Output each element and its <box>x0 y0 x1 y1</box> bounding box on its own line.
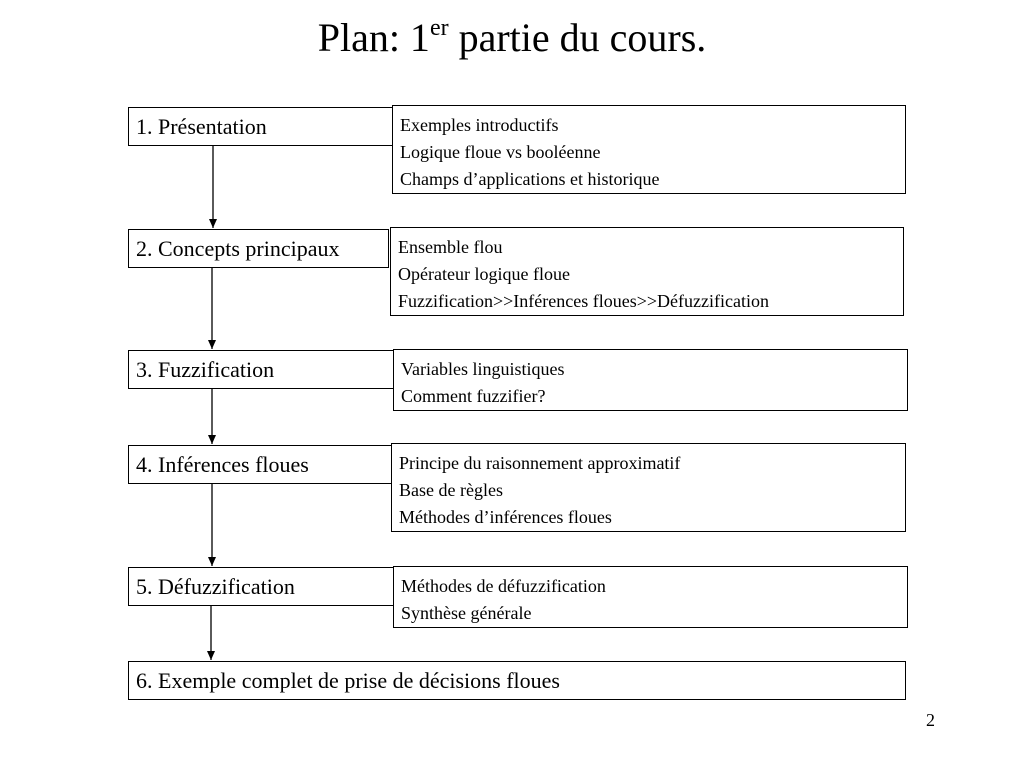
step-box-inferences-floues <box>128 445 394 484</box>
step-box-presentation <box>128 107 395 146</box>
detail-box-presentation <box>392 105 906 194</box>
detail-item: Opérateur logique floue <box>398 264 570 284</box>
title-prefix: Plan: 1 <box>317 15 430 60</box>
title-suffix: partie du cours. <box>448 15 707 60</box>
step-label: 2. Concepts principaux <box>136 236 340 261</box>
detail-item: Principe du raisonnement approximatif <box>399 453 681 473</box>
detail-box-fuzzification <box>393 349 908 411</box>
step-label: 5. Défuzzification <box>136 574 295 599</box>
step-label: 3. Fuzzification <box>136 357 275 382</box>
detail-item: Ensemble flou <box>398 237 503 257</box>
detail-item: Synthèse générale <box>401 603 532 623</box>
detail-item: Comment fuzzifier? <box>401 386 546 406</box>
detail-item: Méthodes d’inférences floues <box>399 507 612 527</box>
step-box-exemple-complet <box>128 661 906 700</box>
step-label: 1. Présentation <box>136 114 267 139</box>
page-number: 2 <box>926 710 935 730</box>
detail-box-defuzzification <box>393 566 908 628</box>
step-label: 4. Inférences floues <box>136 452 309 477</box>
step-box-defuzzification <box>128 567 395 606</box>
title-superscript: er <box>429 15 449 41</box>
detail-item: Base de règles <box>399 480 503 500</box>
step-box-fuzzification <box>128 350 396 389</box>
detail-item: Méthodes de défuzzification <box>401 576 606 596</box>
detail-box-inferences-floues <box>391 443 906 532</box>
detail-box-concepts-principaux <box>390 227 904 316</box>
step-label: 6. Exemple complet de prise de décisions floues <box>136 668 560 693</box>
detail-item: Exemples introductifs <box>400 115 559 135</box>
step-box-concepts-principaux <box>128 229 389 268</box>
detail-item: Fuzzification>>Inférences floues>>Défuzzification <box>398 291 769 311</box>
detail-item: Champs d’applications et historique <box>400 169 660 189</box>
detail-item: Variables linguistiques <box>401 359 565 379</box>
detail-item: Logique floue vs booléenne <box>400 142 601 162</box>
